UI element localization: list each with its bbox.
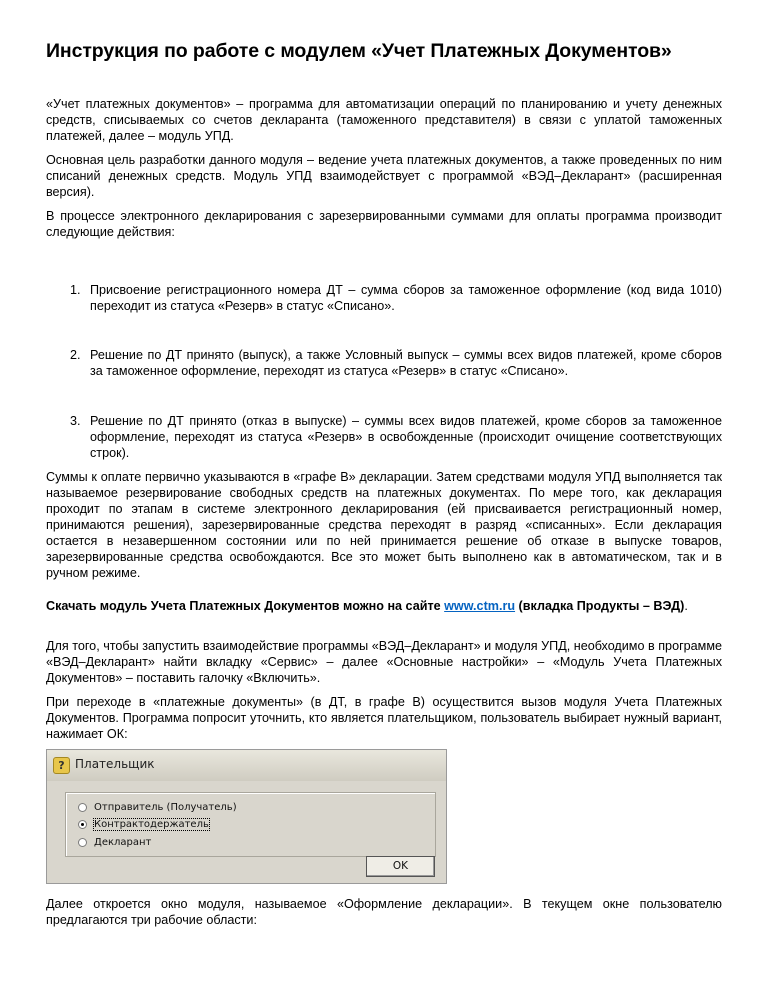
radio-option-contract-holder[interactable] [94, 819, 209, 830]
download-text: Скачать модуль Учета Платежных Документов можно на сайте [46, 599, 445, 613]
download-note: (вкладка Продукты – ВЭД) [515, 599, 685, 613]
list-text: Решение по ДТ принято (выпуск), а также Условный выпуск – суммы всех видов платежей, кроме сборов за таможенное оформление, переходят из статуса «Резерв» в статус «Списано». [90, 348, 722, 378]
radio-icon [78, 838, 87, 847]
ctm-link[interactable]: www.ctm.ru [444, 599, 516, 613]
list-item [70, 413, 722, 461]
page-title: Инструкция по работе с модулем «Учет Платежных Документов» [46, 40, 672, 62]
setup-paragraph: Для того, чтобы запустить взаимодействие программы «ВЭД–Декларант» и модуля УПД, необходимо в программе «ВЭД–Декларант» найти вкладку «Сервис» – далее «Основные настройки» – «Модуль Учета Платежных Документов» – поставить галочку «Включить». [46, 639, 722, 685]
radio-label: Декларант [94, 837, 152, 848]
intro-paragraph: «Учет платежных документов» – программа для автоматизации операций по планированию и учету денежных средств, списываемых со счетов декларанта (таможенного представителя) в связи с уплатой таможенных платежей, далее – модуль УПД. [46, 97, 722, 143]
download-dot: . [684, 599, 688, 613]
process-paragraph: В процессе электронного декларирования с зарезервированными суммами для оплаты программа производит следующие действия: [46, 209, 722, 239]
radio-label: Контрактодержатель [94, 819, 209, 830]
question-icon: ? [53, 757, 70, 774]
radio-icon [78, 803, 87, 812]
radio-option-declarant[interactable] [94, 837, 151, 848]
list-number: 1. [70, 283, 81, 297]
payer-dialog [46, 749, 447, 884]
goal-paragraph: Основная цель разработки данного модуля – ведение учета платежных документов, а также проведенных по ним списаний денежных средств. Модуль УПД взаимодействует с программой «ВЭД–Декларант» (расширенная версия). [46, 153, 722, 199]
list-item [70, 282, 722, 314]
dialog-titlebar[interactable] [47, 750, 446, 781]
list-number: 3. [70, 414, 81, 428]
payer-paragraph: При переходе в «платежные документы» (в ДТ, в графе В) осуществится вызов модуля Учета Платежных Документов. Программа попросит уточнить, кто является плательщиком, пользователь выбирает нужный вариант, нажимает ОК: [46, 695, 722, 741]
list-text: Решение по ДТ принято (отказ в выпуске) – суммы всех видов платежей, кроме сборов за таможенное оформление, переходят из статуса «Резерв» в освобожденные (происходит очищение соответствующих строк). [90, 414, 722, 460]
radio-label: Отправитель (Получатель) [94, 802, 237, 813]
ok-button[interactable]: OK [366, 856, 435, 877]
download-paragraph [46, 598, 722, 614]
next-paragraph: Далее откроется окно модуля, называемое «Оформление декларации». В текущем окне пользователю предлагаются три рабочие области: [46, 897, 722, 927]
radio-selected-icon [78, 820, 87, 829]
list-number: 2. [70, 348, 81, 362]
list-text: Присвоение регистрационного номера ДТ – сумма сборов за таможенное оформление (код вида 1010) переходит из статуса «Резерв» в статус «Списано». [90, 283, 722, 313]
list-item [70, 347, 722, 379]
dialog-title: Плательщик [75, 757, 155, 771]
radio-option-sender[interactable] [94, 802, 237, 813]
summary-paragraph: Суммы к оплате первично указываются в «графе В» декларации. Затем средствами модуля УПД выполняется так называемое резервирование свободных средств на платежных документах. По мере того, как декларация проходит по этапам в системе электронного декларирования (ей присваивается регистрационный номер, принимаются решения), зарезервированные средства переходят в разряд «списанных». Если декларация остается в незавершенном состоянии или по ней принимается решение об отказе в выпуске товаров, зарезервированные средства освобождаются. Все это может быть выполнено как в автоматическом, так и в ручном режиме. [46, 470, 722, 580]
